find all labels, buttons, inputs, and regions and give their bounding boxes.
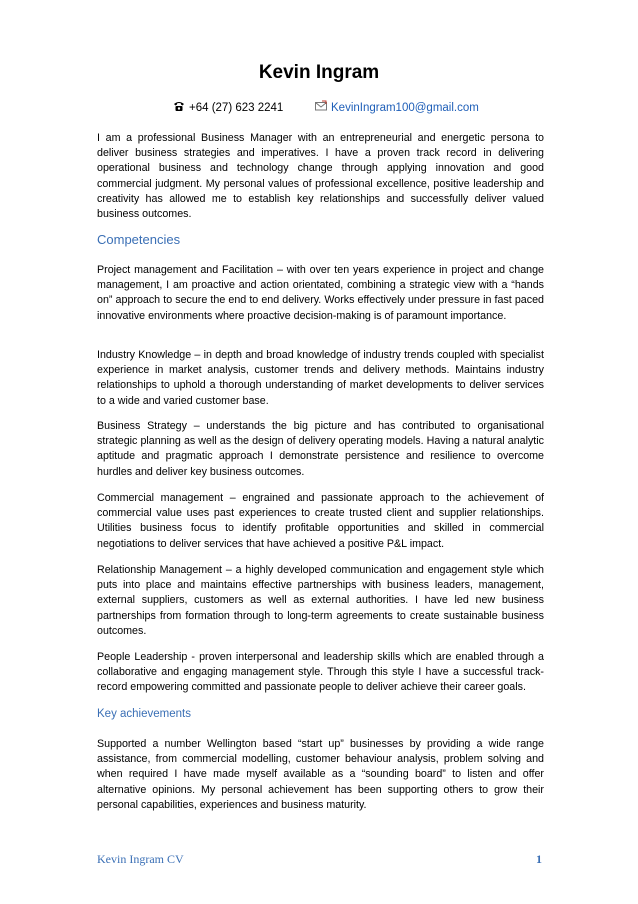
phone-number: +64 (27) 623 2241	[189, 102, 284, 114]
competency-industry-knowledge: Industry Knowledge – in depth and broad knowledge of industry trends coupled with specialist experience in market analysis, customer trends and delivery methods. Maintains industry relationships to uphold a thorough understanding of market developments to deliver services to a wide and varied customer base.	[97, 349, 544, 407]
footer-label: Kevin Ingram CV	[97, 852, 184, 866]
cv-name-heading: Kevin Ingram	[258, 62, 380, 83]
email-link[interactable]: KevinIngram100@gmail.com	[331, 102, 479, 114]
competencies-heading: Competencies	[97, 232, 181, 247]
competency-relationship-management: Relationship Management – a highly developed communication and engagement style which puts into place and maintains effective partnerships with business leaders, management, external suppliers, customers as well as external authorities. I have led new business partnerships from formation through to long-term agreements to create sustainable business outcomes.	[97, 564, 544, 637]
competency-project-management: Project management and Facilitation – with over ten years experience in project and change management, I am proactive and action orientated, combining a strategic view with a “hands on” approach to secure the end to end delivery. Works effectively under pressure in fast paced innovative environments where proactive decision-making is of paramount importance.	[97, 264, 544, 322]
competency-people-leadership: People Leadership - proven interpersonal and leadership skills which are enabled through a collaborative and engaging management style. Through this style I have a successful track-record empowering committed and passionate people to deliver achieve their career goals.	[97, 651, 544, 694]
envelope-icon	[315, 100, 327, 112]
key-achievements-heading: Key achievements	[97, 708, 191, 720]
phone-icon	[173, 100, 185, 112]
page-number: 1	[536, 852, 542, 866]
summary-paragraph: I am a professional Business Manager with an entrepreneurial and energetic persona to deliver business strategies and imperatives. I have a proven track record in delivering operational business and technology change through applying innovation and good commercial judgment. My personal values of professional excellence, positive leadership and creativity has allowed me to establish key relationships and successfully deliver valued business outcomes.	[97, 132, 544, 221]
email-contact[interactable]	[315, 100, 479, 114]
competency-commercial-management: Commercial management – engrained and passionate approach to the achievement of commercial value uses past experiences to create trusted client and supplier relationships. Utilities business focus to identify profitable opportunities and skilled in commercial negotiations to deliver services that have achieved a positive P&L impact.	[97, 492, 544, 550]
key-achievements-paragraph: Supported a number Wellington based “start up” businesses by providing a wide range assistance, from commercial modelling, customer behaviour analysis, problem solving and when required I have made myself available as a “sounding board” to listen and offer alternative opinions. My personal achievement has been supporting others to grow their personal capabilities, experiences and business maturity.	[97, 738, 544, 811]
phone-contact	[173, 100, 283, 114]
competency-business-strategy: Business Strategy – understands the big picture and has contributed to organisational strategic planning as well as the design of delivery operating models. Having a natural analytic aptitude and pragmatic approach I demonstrate persistence and resilience to overcome hurdles and deliver key business outcomes.	[97, 420, 544, 478]
